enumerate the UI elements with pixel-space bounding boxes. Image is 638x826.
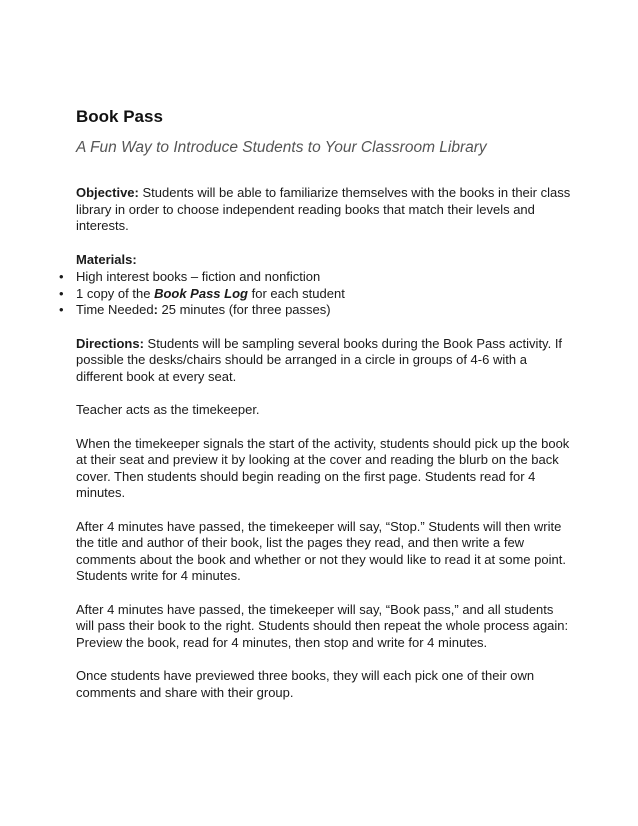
time-needed-label: Time Needed [76,302,154,317]
document-content [59,106,572,701]
stop-write-paragraph: After 4 minutes have passed, the timekeeper will say, “Stop.” Students will then write the title and author of their book, list the pages they read, and then write a few comments about the book and whether or not they would like to read it at some point. Students write for 4 minutes. [76,518,566,583]
bullet-icon: • [59,269,64,284]
directions-text: Students will be sampling several books during the Book Pass activity. If possible the desks/chairs should be arranged in a circle in groups of 4-6 with a different book at every seat. [76,335,563,384]
materials-heading: Materials: [76,251,137,267]
book-pass-paragraph: After 4 minutes have passed, the timekeeper will say, “Book pass,” and all students will pass their book to the right. Students should then repeat the whole process again: Preview the book, read for 4 minutes, then stop and write for 4 minutes. [76,601,569,650]
start-activity-paragraph: When the timekeeper signals the start of the activity, students should pick up the book at their seat and preview it by looking at the cover and reading the blurb on the back cover. Then students should begin reading on the first page. Students read for 4 minutes. [76,435,570,500]
share-paragraph: Once students have previewed three books, they will each pick one of their own comments and share with their group. [76,668,535,700]
list-item [59,269,572,286]
list-item [59,302,572,319]
book-pass-log-title: Book Pass Log [154,285,248,301]
document-title: Book Pass [76,107,163,126]
objective-paragraph [76,185,572,235]
directions-paragraph [76,336,572,386]
list-item [59,285,572,303]
materials-list [59,269,572,319]
bullet-icon: • [59,302,64,317]
materials-item-2-post: for each student [247,285,345,301]
objective-text: Students will be able to familiarize themselves with the books in their class library in order to choose independent reading books that match their levels and interests. [76,185,571,233]
bullet-icon: • [59,285,64,301]
materials-item-1: High interest books – fiction and nonfiction [76,269,321,284]
time-needed-colon: : [153,302,158,317]
time-needed-text: 25 minutes (for three passes) [157,302,331,317]
timekeeper-paragraph: Teacher acts as the timekeeper. [76,402,260,417]
materials-item-2-pre: 1 copy of the [76,285,155,301]
directions-label: Directions: [76,335,144,351]
objective-label: Objective: [76,185,139,200]
document-subtitle: A Fun Way to Introduce Students to Your Classroom Library [76,139,487,156]
